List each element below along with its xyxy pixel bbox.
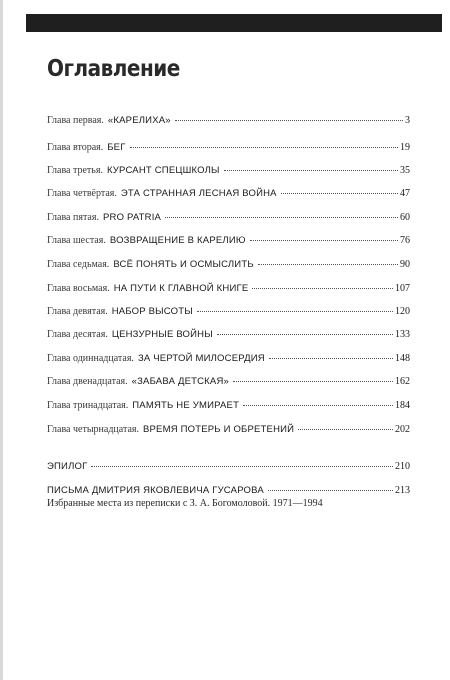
dot-leader [175, 120, 403, 121]
chapter-number: Глава четырнадцатая. [47, 424, 139, 435]
dot-leader [91, 466, 393, 467]
section-subtitle: Избранные места из переписки с З. А. Богомоловой. 1971—1994 [47, 498, 323, 509]
toc-entry[interactable] [47, 375, 410, 389]
section-title: ЭПИЛОГ [47, 461, 88, 472]
toc-entry[interactable] [47, 141, 410, 155]
toc-entry[interactable] [47, 258, 410, 272]
page-number: 184 [395, 400, 410, 411]
page-number: 202 [395, 424, 410, 435]
dot-leader [217, 334, 393, 335]
toc-entry[interactable] [47, 282, 410, 296]
page-number: 76 [400, 235, 410, 246]
page-number: 19 [400, 142, 410, 153]
dot-leader [258, 264, 398, 265]
chapter-number: Глава восьмая. [47, 283, 110, 294]
chapter-number: Глава одиннадцатая. [47, 353, 134, 364]
chapter-title: НА ПУТИ К ГЛАВНОЙ КНИГЕ [113, 283, 249, 294]
page-number: 35 [400, 165, 410, 176]
chapter-number: Глава вторая. [47, 142, 104, 153]
toc-entry[interactable] [47, 352, 410, 366]
chapter-title: КУРСАНТ СПЕЦШКОЛЫ [106, 165, 220, 176]
chapter-title: ВОЗВРАЩЕНИЕ В КАРЕЛИЮ [109, 235, 246, 246]
toc-entry[interactable] [47, 187, 410, 201]
dot-leader [224, 170, 398, 171]
toc-entry[interactable] [47, 211, 410, 225]
toc-entry[interactable] [47, 164, 410, 178]
toc-entry[interactable] [47, 423, 410, 437]
chapter-number: Глава шестая. [47, 235, 106, 246]
dot-leader [130, 147, 398, 148]
toc-entry-letters[interactable] [47, 484, 410, 498]
chapter-title: ВСЁ ПОНЯТЬ И ОСМЫСЛИТЬ [113, 259, 254, 270]
page-number: 47 [400, 188, 410, 199]
dot-leader [252, 288, 393, 289]
section-title: ПИСЬМА ДМИТРИЯ ЯКОВЛЕВИЧА ГУСАРОВА [47, 485, 264, 496]
chapter-title: ПАМЯТЬ НЕ УМИРАЕТ [132, 400, 240, 411]
chapter-number: Глава седьмая. [47, 259, 110, 270]
toc-entry[interactable] [47, 328, 410, 342]
dot-leader [269, 358, 393, 359]
chapter-number: Глава десятая. [47, 329, 108, 340]
chapter-number: Глава первая. [47, 115, 104, 126]
toc-entry[interactable] [47, 234, 410, 248]
toc-entry[interactable] [47, 399, 410, 413]
chapter-title: БЕГ [107, 142, 126, 153]
chapter-title: ЭТА СТРАННАЯ ЛЕСНАЯ ВОЙНА [120, 188, 277, 199]
page-title: Оглавление [47, 54, 180, 82]
chapter-number: Глава двенадцатая. [47, 376, 128, 387]
page-number: 60 [400, 212, 410, 223]
chapter-title: PRO PATRIA [102, 212, 162, 223]
toc-entry[interactable] [47, 114, 410, 128]
chapter-title: «КАРЕЛИХА» [107, 115, 171, 126]
chapter-title: ВРЕМЯ ПОТЕРЬ И ОБРЕТЕНИЙ [142, 424, 295, 435]
dot-leader [298, 429, 393, 430]
toc-entry[interactable] [47, 305, 410, 319]
page-number: 148 [395, 353, 410, 364]
dot-leader [268, 490, 393, 491]
chapter-number: Глава четвёртая. [47, 188, 117, 199]
chapter-title: ЦЕНЗУРНЫЕ ВОЙНЫ [111, 329, 213, 340]
page-number: 90 [400, 259, 410, 270]
toc-entry-epilogue[interactable] [47, 460, 410, 474]
dot-leader [281, 193, 398, 194]
chapter-title: НАБОР ВЫСОТЫ [111, 306, 193, 317]
dot-leader [233, 381, 393, 382]
chapter-number: Глава тринадцатая. [47, 400, 129, 411]
page-number: 210 [395, 461, 410, 472]
page-number: 133 [395, 329, 410, 340]
dot-leader [243, 405, 393, 406]
chapter-number: Глава третья. [47, 165, 103, 176]
dot-leader [197, 311, 393, 312]
page-number: 162 [395, 376, 410, 387]
page-number: 213 [395, 485, 410, 496]
chapter-number: Глава девятая. [47, 306, 108, 317]
page-number: 107 [395, 283, 410, 294]
page-number: 120 [395, 306, 410, 317]
page-number: 3 [405, 115, 410, 126]
chapter-number: Глава пятая. [47, 212, 99, 223]
chapter-title: ЗА ЧЕРТОЙ МИЛОСЕРДИЯ [137, 353, 265, 364]
dot-leader [250, 240, 398, 241]
page-edge [0, 0, 3, 680]
header-bar [26, 14, 442, 32]
chapter-title: «ЗАБАВА ДЕТСКАЯ» [131, 376, 229, 387]
dot-leader [165, 217, 398, 218]
